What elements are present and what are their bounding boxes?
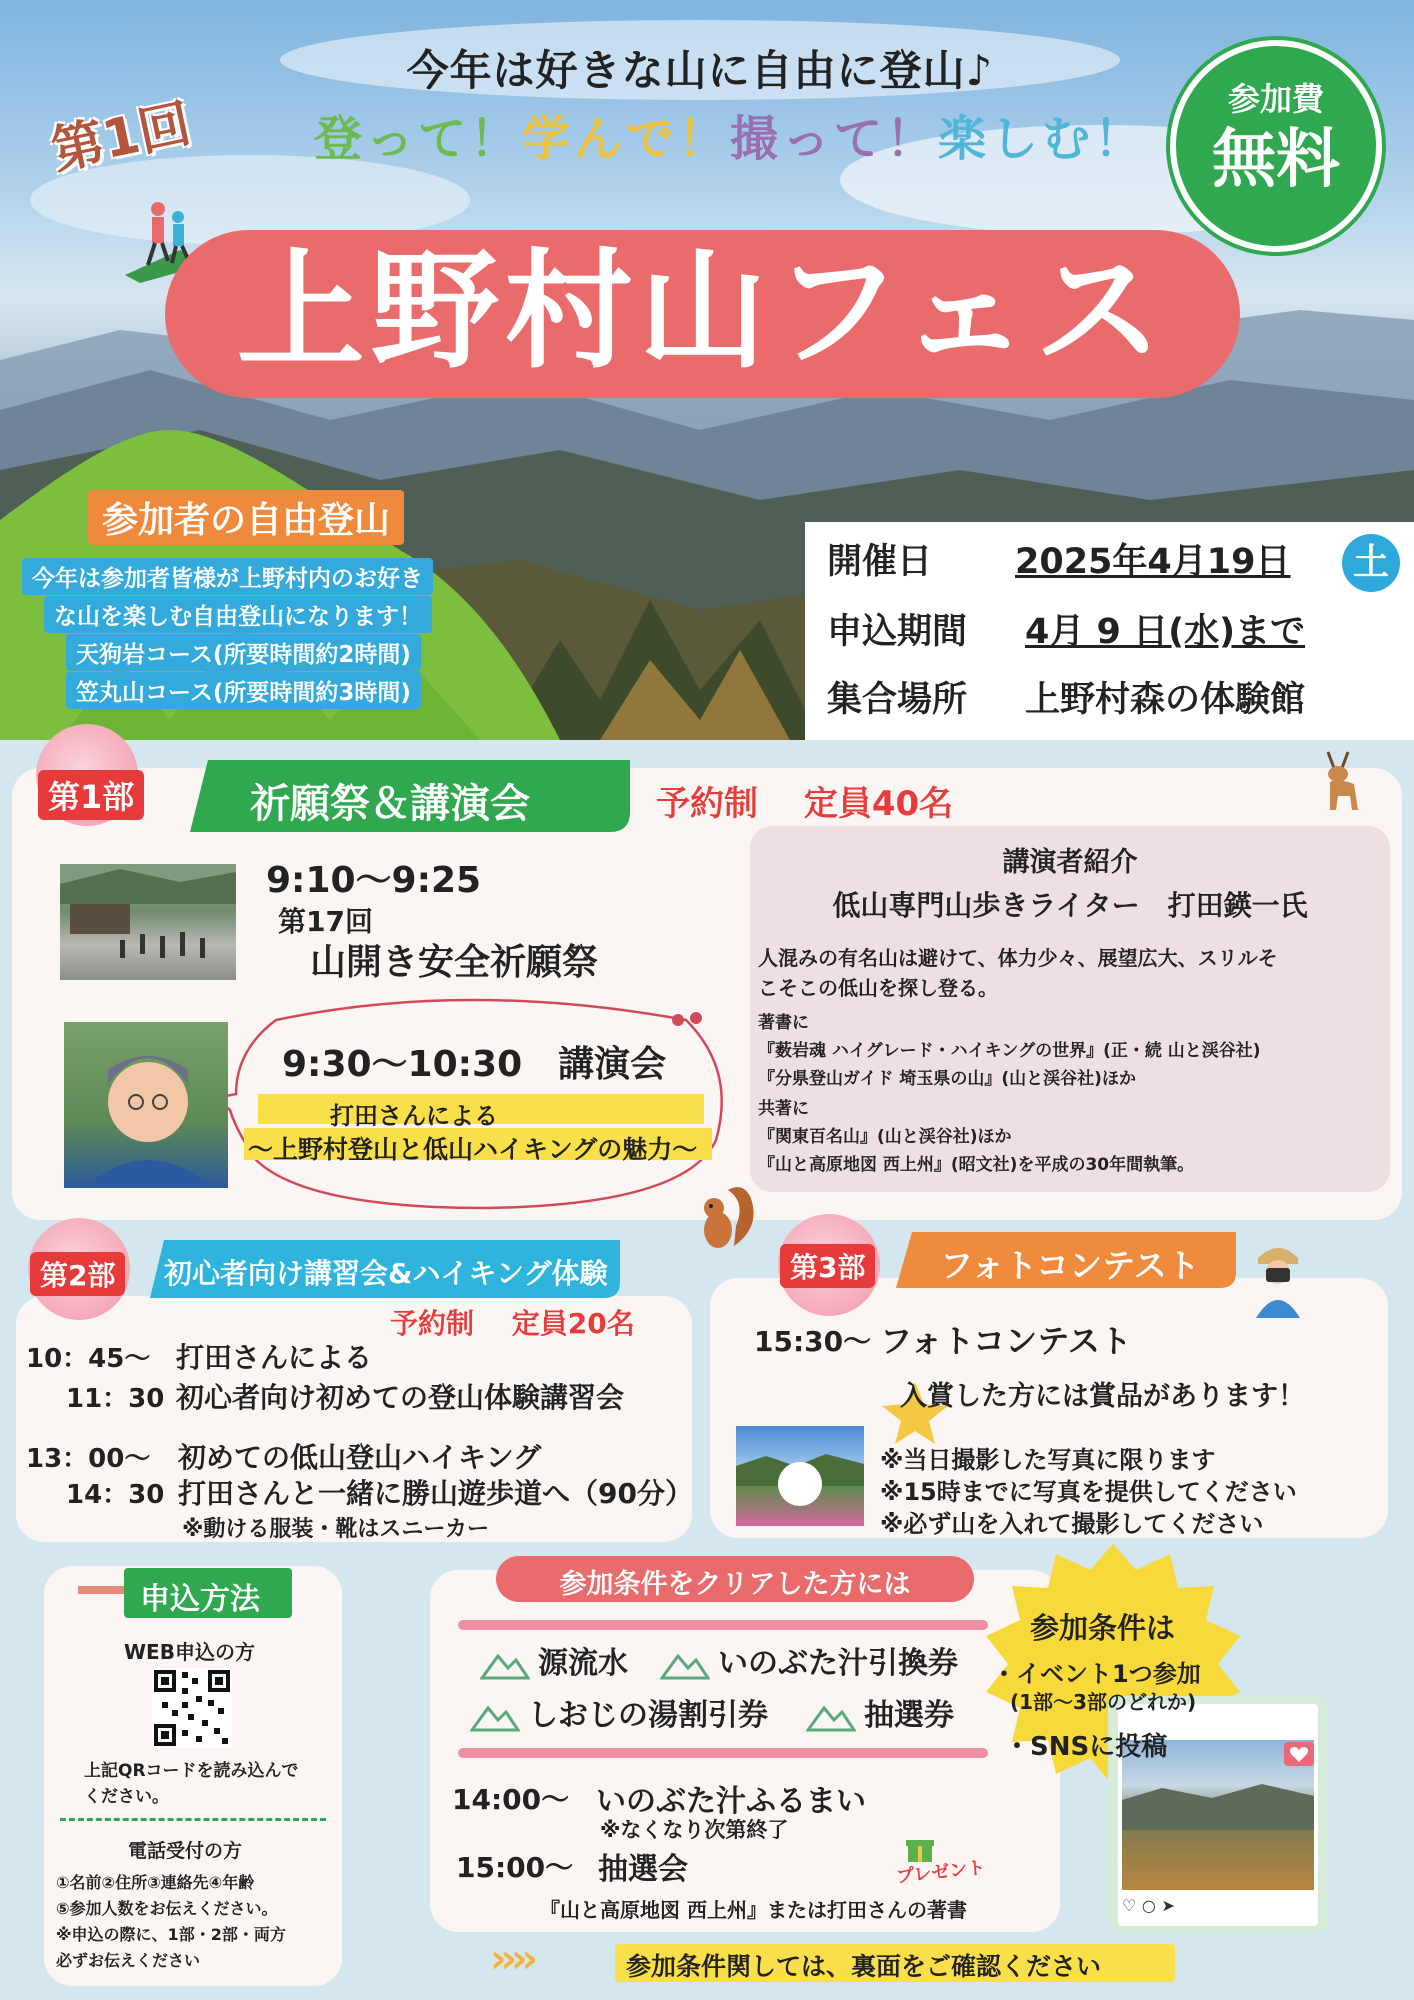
place-row xyxy=(827,672,1305,722)
part3-time: 15:30〜 xyxy=(754,1325,872,1358)
part3-title: フォトコンテスト xyxy=(880,1322,1132,1360)
part2-row1-time: 10：45〜 xyxy=(26,1344,151,1374)
speaker-name: 低山専門山歩きライター 打田鍈一氏 xyxy=(832,889,1308,922)
event-title: 上野村山フェス xyxy=(236,237,1169,386)
part3-heading: フォトコンテスト xyxy=(940,1246,1200,1285)
footer-text: 参加条件関しては、裏面をご確認ください xyxy=(626,1952,1102,1981)
rewards-title: 参加条件をクリアした方には xyxy=(559,1569,911,1600)
tagline: 今年は好きな山に自由に登山♪ xyxy=(406,46,994,95)
book-3: 『関東百名山』(山と渓谷社)ほか xyxy=(758,1127,1012,1147)
mountain-icon xyxy=(806,1702,856,1732)
reward-item-1: 源流水 xyxy=(480,1638,628,1682)
rewards-t2-text: 抽選会 xyxy=(598,1852,688,1887)
deadline-row xyxy=(827,604,1305,654)
lecture-title: 〜上野村登山と低山ハイキングの魅力〜 xyxy=(248,1135,698,1164)
free-climb-line-4: 笠丸山コース(所要時間約3時間) xyxy=(66,672,421,709)
part3-note-1: ※当日撮影した写真に限ります xyxy=(880,1446,1216,1474)
camera-photo-icon xyxy=(736,1426,864,1526)
mountain-icon xyxy=(660,1650,710,1680)
date-label: 開催日 xyxy=(827,542,933,582)
free-climb-line-2: な山を楽しむ自由登山になります！ xyxy=(44,596,432,633)
date-row xyxy=(827,534,1290,584)
part2-heading: 初心者向け講習会&ハイキング体験 xyxy=(164,1257,608,1290)
slogan xyxy=(300,100,1160,169)
part2-row2-text: 初心者向け初めての登山体験講習会 xyxy=(176,1381,625,1414)
sns-actions-icon: ♡ ○ ➤ xyxy=(1122,1896,1175,1915)
hero-banner xyxy=(0,0,1414,740)
deadline-value: 4月 9 日(水)まで xyxy=(1025,612,1306,652)
place-value: 上野村森の体験館 xyxy=(1025,680,1306,720)
phone-line-1: ①名前②住所③連絡先④年齢 xyxy=(56,1873,255,1892)
free-climb-line-1: 今年は参加者皆様が上野村内のお好き xyxy=(22,558,433,595)
rewards-t1-time: 14:00〜 xyxy=(452,1783,570,1816)
part3-note-2: ※15時までに写真を提供してください xyxy=(880,1478,1297,1506)
slogan-part-4: 楽しむ！ xyxy=(938,111,1147,167)
part3-prize: 入賞した方には賞品があります！ xyxy=(900,1381,1305,1412)
part3-badge: 第3部 xyxy=(780,1244,875,1288)
lecture-by: 打田さんによる xyxy=(330,1102,498,1130)
free-climb-title: 参加者の自由登山 xyxy=(88,490,404,545)
speaker-intro-1: 人混みの有名山は避けて、体力少々、展望広大、スリルそ xyxy=(758,946,1278,970)
place-label: 集合場所 xyxy=(827,680,968,720)
book-2: 『分県登山ガイド 埼玉県の山』(山と渓谷社)ほか xyxy=(758,1069,1136,1089)
part2-badge: 第2部 xyxy=(30,1252,125,1296)
speaker-photo xyxy=(64,1022,228,1188)
squirrel-icon xyxy=(684,1176,764,1256)
ceremony-count: 第17回 xyxy=(278,905,373,938)
phone-line-3: ※申込の際に、1部・2部・両方 xyxy=(56,1925,286,1944)
qr-note-1: 上記QRコードを読み込んで xyxy=(84,1761,299,1781)
qr-note-2: ください。 xyxy=(84,1787,169,1807)
part2-row1-text: 打田さんによる xyxy=(176,1341,373,1374)
day-of-week-badge: 土 xyxy=(1342,534,1400,592)
condition-1: ・イベント1つ参加 xyxy=(992,1660,1201,1688)
mountain-icon xyxy=(470,1702,520,1732)
conditions-title: 参加条件は xyxy=(1030,1611,1176,1645)
rewards-bar-bottom xyxy=(458,1748,988,1758)
edition-number: 第1回 xyxy=(46,93,197,182)
part2-row4-text: 打田さんと一緒に勝山遊歩道へ（90分） xyxy=(178,1477,693,1510)
part2-row4-time: 14：30 xyxy=(66,1480,165,1510)
part3-note-3: ※必ず山を入れて撮影してください xyxy=(880,1510,1264,1538)
ceremony-photo xyxy=(60,864,236,980)
part1-badge: 第1部 xyxy=(38,770,144,820)
reward-item-4: 抽選券 xyxy=(806,1690,954,1734)
condition-2: ・SNSに投稿 xyxy=(1004,1732,1168,1762)
ceremony-time: 9:10〜9:25 xyxy=(266,860,482,901)
ceremony-title: 山開き安全祈願祭 xyxy=(310,942,599,983)
qr-code[interactable] xyxy=(152,1668,232,1748)
speaker-heading: 講演者紹介 xyxy=(1002,847,1138,878)
mountain-icon xyxy=(480,1650,530,1680)
phone-line-4: 必ずお伝えください xyxy=(56,1951,201,1970)
condition-1-sub: (1部〜3部のどれか) xyxy=(1010,1690,1197,1714)
speaker-intro-2: こそこの低山を探し登る。 xyxy=(758,976,998,1000)
part2-reserve: 予約制 定員20名 xyxy=(390,1307,635,1340)
part1-reserve: 予約制 定員40名 xyxy=(656,784,954,824)
fee-value: 無料 xyxy=(1212,123,1340,197)
date-value: 2025年4月19日 xyxy=(1015,542,1291,582)
fee-label: 参加費 xyxy=(1227,80,1324,118)
rewards-bar-top xyxy=(458,1620,988,1630)
apply-web: WEB申込の方 xyxy=(124,1640,255,1664)
footer-arrows-icon: ›››› xyxy=(490,1936,532,1982)
reward-item-3: しおじの湯割引券 xyxy=(470,1690,768,1734)
coauthor-label: 共著に xyxy=(758,1099,809,1119)
part1-heading: 祈願祭＆講演会 xyxy=(250,781,530,827)
heart-icon xyxy=(1284,1742,1314,1768)
lecture-time: 9:30〜10:30 講演会 xyxy=(282,1044,667,1085)
part2-row3-time: 13：00〜 xyxy=(26,1444,151,1474)
reward-item-2: いのぶた汁引換券 xyxy=(660,1638,958,1682)
apply-phone: 電話受付の方 xyxy=(128,1840,243,1862)
apply-divider xyxy=(60,1818,326,1821)
rewards-t2-time: 15:00〜 xyxy=(456,1851,574,1884)
slogan-part-2: 学んで！ xyxy=(521,111,730,167)
slogan-part-3: 撮って！ xyxy=(730,111,939,167)
book-1: 『薮岩魂 ハイグレード・ハイキングの世界』(正・続 山と渓谷社) xyxy=(758,1041,1261,1061)
fee-badge xyxy=(1170,40,1382,252)
free-climb-line-3: 天狗岩コース(所要時間約2時間) xyxy=(66,634,421,671)
event-info-table xyxy=(805,522,1414,740)
rewards-prizes: 『山と高原地図 西上州』または打田さんの著書 xyxy=(540,1898,967,1922)
present-label: プレゼント xyxy=(895,1857,987,1888)
deer-icon xyxy=(1308,748,1378,828)
rewards-t1-text: いのぶた汁ふるまい xyxy=(596,1784,866,1819)
apply-title: 申込方法 xyxy=(140,1582,260,1617)
photographer-icon xyxy=(1248,1238,1308,1318)
slogan-part-1: 登って！ xyxy=(313,111,522,167)
deadline-label: 申込期間 xyxy=(827,612,968,652)
book-4: 『山と高原地図 西上州』(昭文社)を平成の30年間執筆。 xyxy=(758,1155,1195,1175)
part2-row2-time: 11：30 xyxy=(66,1384,165,1414)
rewards-t1-note: ※なくなり次第終了 xyxy=(600,1818,789,1842)
phone-line-2: ⑤参加人数をお伝えください。 xyxy=(56,1899,278,1918)
part2-row3-text: 初めての低山登山ハイキング xyxy=(178,1441,542,1474)
part2-note: ※動ける服装・靴はスニーカー xyxy=(182,1517,489,1542)
books-label: 著書に xyxy=(758,1013,809,1033)
speaker-intro-box xyxy=(750,826,1390,1192)
